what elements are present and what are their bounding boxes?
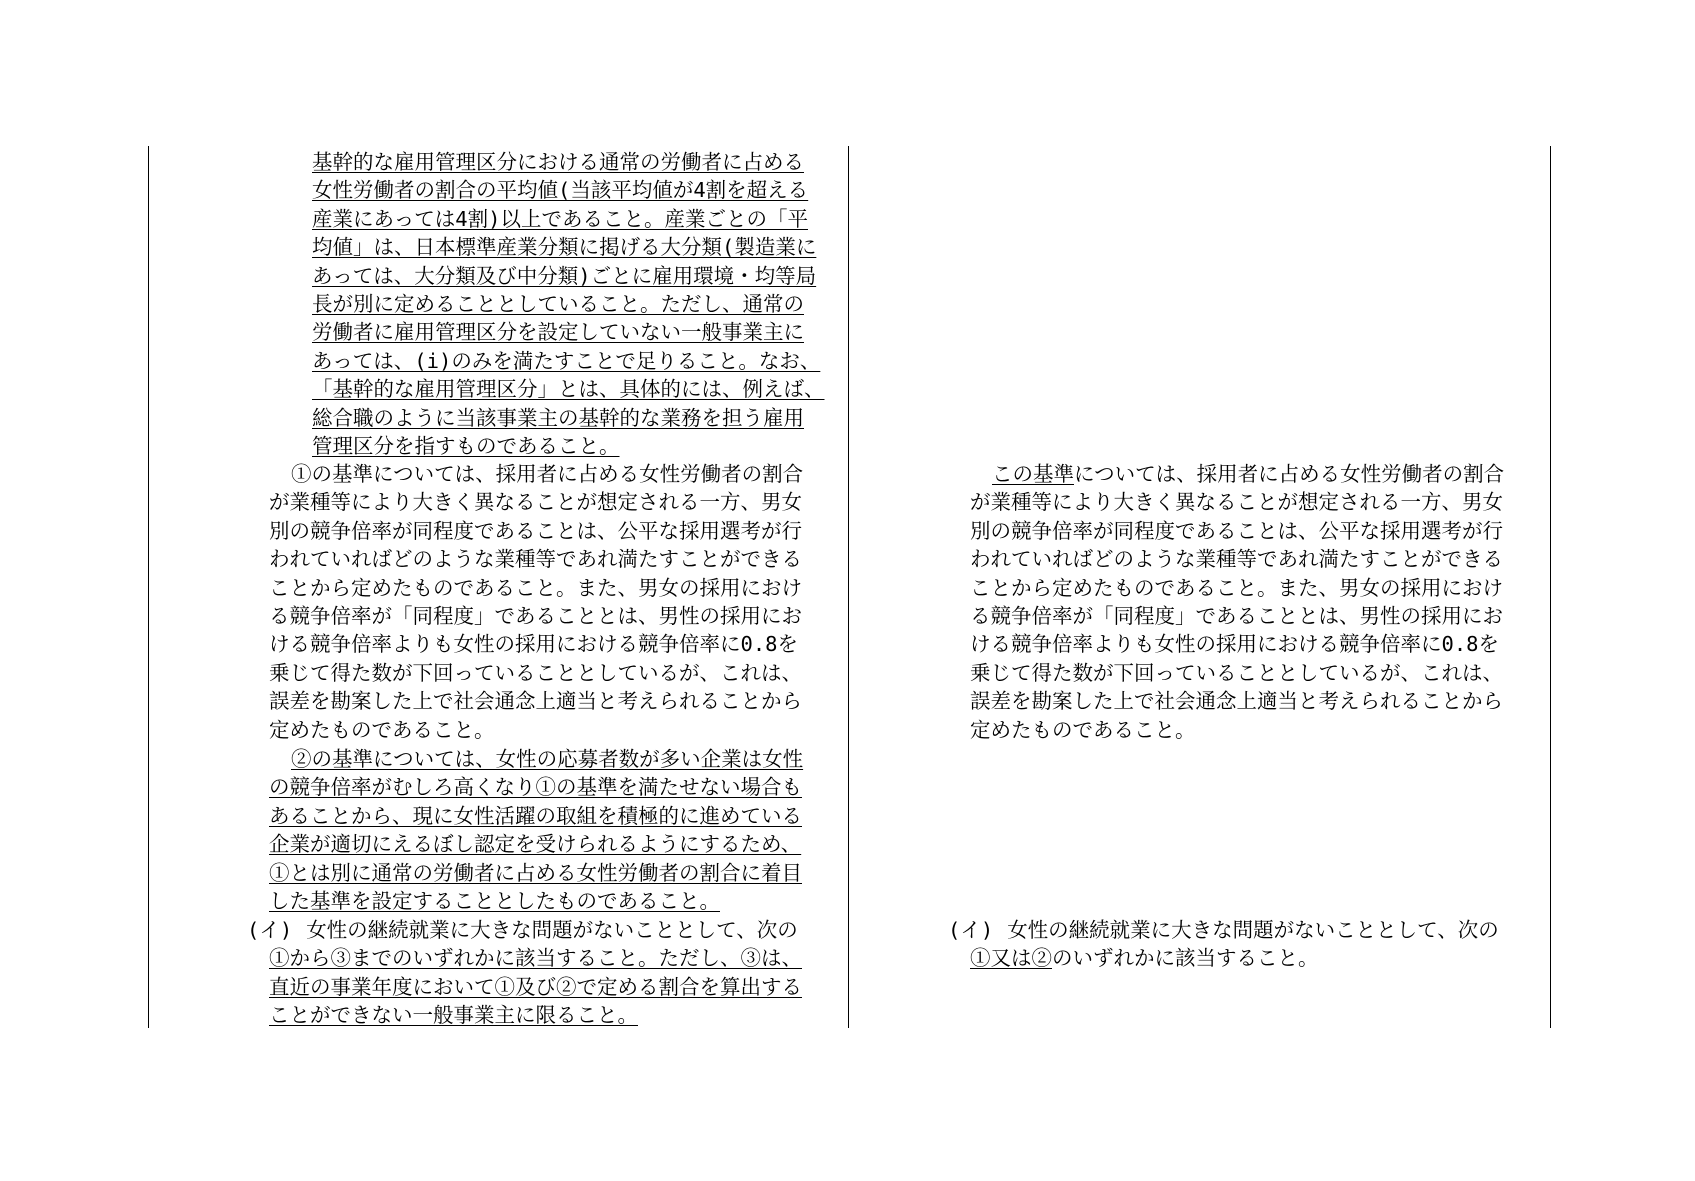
text-line: 均値」は、日本標準産業分類に掲げる大分類(製造業に [312, 235, 817, 260]
text-line [948, 916, 1499, 944]
text-line: あっては、(i)のみを満たすことで足りること。なお、 [312, 348, 821, 373]
text-line: 直近の事業年度において①及び②で定める割合を算出する [269, 974, 802, 999]
text-line: 基幹的な雇用管理区分における通常の労働者に占める [312, 150, 804, 174]
text-line: 誤差を勘案した上で社会通念上適当と考えられることから [269, 689, 802, 714]
text-line: ①から③までのいずれかに該当すること。ただし、③は、 [269, 946, 802, 971]
changed-phrase: ①又は② [970, 946, 1052, 971]
right-para-1 [970, 460, 1504, 744]
text-line [970, 460, 1504, 488]
item-label: (イ) [948, 918, 994, 942]
text-line: 産業にあっては4割)以上であること。産業ごとの「平 [312, 206, 808, 231]
left-para-1 [269, 460, 803, 744]
item-heading: 女性の継続就業に大きな問題がないこととして、次の [1007, 918, 1499, 942]
text-line: 女性労働者の割合の平均値(当該平均値が4割を超える [312, 178, 809, 203]
text-segment: については、採用者に占める女性労働者の割合 [1074, 462, 1505, 486]
text-line: る競争倍率が「同程度」であることとは、男性の採用にお [970, 603, 1503, 628]
left-item-i [247, 916, 802, 1030]
text-line: ことから定めたものであること。また、男女の採用におけ [269, 575, 802, 600]
text-line: ①の基準については、採用者に占める女性労働者の割合 [291, 462, 804, 486]
column-rule-left [148, 146, 149, 1028]
text-line: 「基幹的な雇用管理区分」とは、具体的には、例えば、 [312, 377, 825, 402]
text-line: われていればどのような業種等であれ満たすことができる [269, 547, 802, 572]
text-line: が業種等により大きく異なることが想定される一方、男女 [970, 490, 1503, 515]
text-line: 乗じて得た数が下回っていることとしているが、これは、 [970, 660, 1503, 685]
left-para-2 [269, 745, 803, 915]
text-line: 誤差を勘案した上で社会通念上適当と考えられることから [970, 689, 1503, 714]
text-line: ける競争倍率よりも女性の採用における競争倍率に0.8を [269, 632, 799, 657]
item-label: (イ) [247, 918, 293, 942]
text-line: 別の競争倍率が同程度であることは、公平な採用選考が行 [269, 518, 802, 543]
text-line: 長が別に定めることとしていること。ただし、通常の [312, 291, 804, 316]
text-line [948, 944, 1499, 972]
text-line: 管理区分を指すものであること。 [312, 433, 620, 458]
right-item-i [948, 916, 1499, 973]
changed-phrase: この基準 [992, 462, 1074, 486]
text-line: 別の競争倍率が同程度であることは、公平な採用選考が行 [970, 518, 1503, 543]
text-line: われていればどのような業種等であれ満たすことができる [970, 547, 1503, 572]
text-line: あることから、現に女性活躍の取組を積極的に進めている [269, 803, 802, 828]
text-line: ける競争倍率よりも女性の採用における競争倍率に0.8を [970, 632, 1500, 657]
text-line: 労働者に雇用管理区分を設定していない一般事業主に [312, 320, 804, 345]
column-rule-middle [848, 146, 849, 1028]
item-heading: 女性の継続就業に大きな問題がないこととして、次の [306, 918, 798, 942]
text-segment: のいずれかに該当すること。 [1052, 946, 1319, 971]
text-line: ②の基準については、女性の応募者数が多い企業は女性 [291, 747, 804, 771]
text-line: ことができない一般事業主に限ること。 [269, 1003, 638, 1028]
text-line: 企業が適切にえるぼし認定を受けられるようにするため、 [269, 832, 802, 857]
text-line: る競争倍率が「同程度」であることとは、男性の採用にお [269, 603, 802, 628]
text-line [247, 916, 802, 944]
column-rule-right [1550, 146, 1551, 1028]
left-para-kijun [312, 148, 825, 460]
text-line: 総合職のように当該事業主の基幹的な業務を担う雇用 [312, 405, 804, 430]
text-line: した基準を設定することとしたものであること。 [269, 888, 720, 913]
text-line: ことから定めたものであること。また、男女の採用におけ [970, 575, 1503, 600]
text-line: あっては、大分類及び中分類)ごとに雇用環境・均等局 [312, 263, 817, 288]
text-line: ①とは別に通常の労働者に占める女性労働者の割合に着目 [269, 860, 802, 885]
text-line: の競争倍率がむしろ高くなり①の基準を満たせない場合も [269, 775, 802, 800]
text-line: 定めたものであること。 [970, 717, 1196, 742]
text-line: 乗じて得た数が下回っていることとしているが、これは、 [269, 660, 802, 685]
text-line: が業種等により大きく異なることが想定される一方、男女 [269, 490, 802, 515]
text-line: 定めたものであること。 [269, 717, 495, 742]
